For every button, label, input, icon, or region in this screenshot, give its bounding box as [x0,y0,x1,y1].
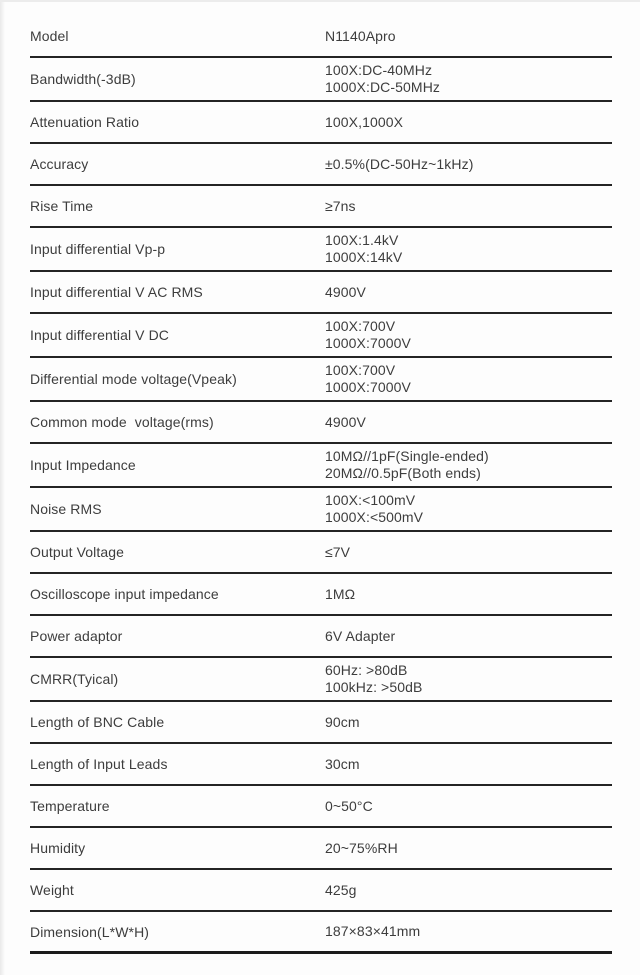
spec-value [325,492,612,526]
table-row [30,144,612,186]
spec-value [325,798,612,815]
spec-value [325,156,612,173]
spec-value [325,114,612,131]
spec-value [325,284,612,301]
table-row [30,272,612,314]
spec-value-line: ±0.5%(DC-50Hz~1kHz) [325,155,474,172]
spec-value [325,923,612,940]
spec-label: Input differential V AC RMS [30,284,203,300]
table-row [30,314,612,358]
table-row [30,912,612,954]
spec-label: Attenuation Ratio [30,114,140,130]
spec-label: Model [30,28,69,44]
spec-value-line: 187×83×41mm [325,923,421,939]
spec-value [325,628,612,645]
spec-value-line: 100X:<100mV [325,492,416,508]
table-row [30,744,612,786]
scan-edge-left [0,0,5,975]
spec-value-line: 1MΩ [325,585,356,602]
table-row [30,532,612,574]
spec-value-line: 4900V [325,283,366,300]
spec-value-line: ≥7ns [325,197,356,214]
spec-value-line: ≤7V [325,543,351,560]
table-row [30,186,612,228]
spec-label: CMRR(Tyical) [30,671,119,687]
spec-label: Noise RMS [30,501,102,517]
spec-label: Power adaptor [30,628,123,644]
spec-value [325,662,612,696]
spec-value [325,28,612,45]
table-row [30,658,612,702]
table-row [30,616,612,658]
spec-table [30,16,612,954]
table-row [30,358,612,402]
table-row [30,16,612,58]
spec-value-line: 1000X:7000V [325,379,411,395]
spec-value [325,362,612,396]
table-row [30,870,612,912]
spec-value [325,448,612,482]
spec-label: Input differential V DC [30,327,170,343]
spec-label: Temperature [30,798,110,814]
spec-label: Oscilloscope input impedance [30,586,219,602]
spec-value-line: 1000X:14kV [325,249,403,265]
spec-value-line: 0~50°C [325,797,373,814]
spec-value-line: 6V Adapter [325,627,396,644]
spec-label: Dimension(L*W*H) [30,923,150,940]
spec-value [325,318,612,352]
spec-value [325,882,612,899]
spec-value-line: 425g [325,881,357,898]
spec-value-line: 60Hz: >80dB [325,662,408,678]
spec-value [325,198,612,215]
scan-edge-top [0,0,640,2]
spec-value [325,414,612,431]
spec-value-line: 20MΩ//0.5pF(Both ends) [325,465,481,481]
spec-label: Length of BNC Cable [30,714,165,730]
spec-label: Bandwidth(-3dB) [30,71,136,87]
spec-label: Differential mode voltage(Vpeak) [30,371,237,387]
spec-value-line: 4900V [325,413,366,430]
spec-value [325,232,612,266]
spec-value-line: 100X:700V [325,318,396,334]
spec-value-line: 1000X:<500mV [325,509,424,525]
spec-label: Rise Time [30,198,94,214]
table-row [30,402,612,444]
spec-value-line: 10MΩ//1pF(Single-ended) [325,448,489,464]
spec-label: Humidity [30,840,86,856]
spec-label: Accuracy [30,156,89,172]
spec-value-line: 100X:1.4kV [325,232,399,248]
spec-value-line: 100X:DC-40MHz [325,62,433,78]
spec-label: Length of Input Leads [30,756,168,772]
table-row [30,828,612,870]
spec-value [325,756,612,773]
table-row [30,102,612,144]
spec-value-line: 1000X:7000V [325,335,411,351]
spec-label: Input Impedance [30,457,136,473]
spec-value-line: 100X:700V [325,362,396,378]
spec-label: Input differential Vp-p [30,241,166,257]
spec-value-line: 1000X:DC-50MHz [325,79,440,95]
spec-value [325,586,612,603]
spec-label: Weight [30,882,74,898]
table-row [30,488,612,532]
spec-value-line: 100X,1000X [325,113,404,130]
spec-value [325,544,612,561]
table-row [30,702,612,744]
spec-label: Common mode voltage(rms) [30,414,214,430]
spec-value-line: 90cm [325,713,360,730]
spec-value-line: N1140Apro [325,27,396,44]
spec-value [325,840,612,857]
table-row [30,786,612,828]
table-row [30,58,612,102]
spec-value [325,714,612,731]
spec-value-line: 30cm [325,755,360,772]
table-row [30,574,612,616]
spec-value [325,62,612,96]
spec-value-line: 100kHz: >50dB [325,679,423,695]
table-row [30,444,612,488]
table-row [30,228,612,272]
spec-label: Output Voltage [30,544,125,560]
spec-value-line: 20~75%RH [325,839,398,856]
